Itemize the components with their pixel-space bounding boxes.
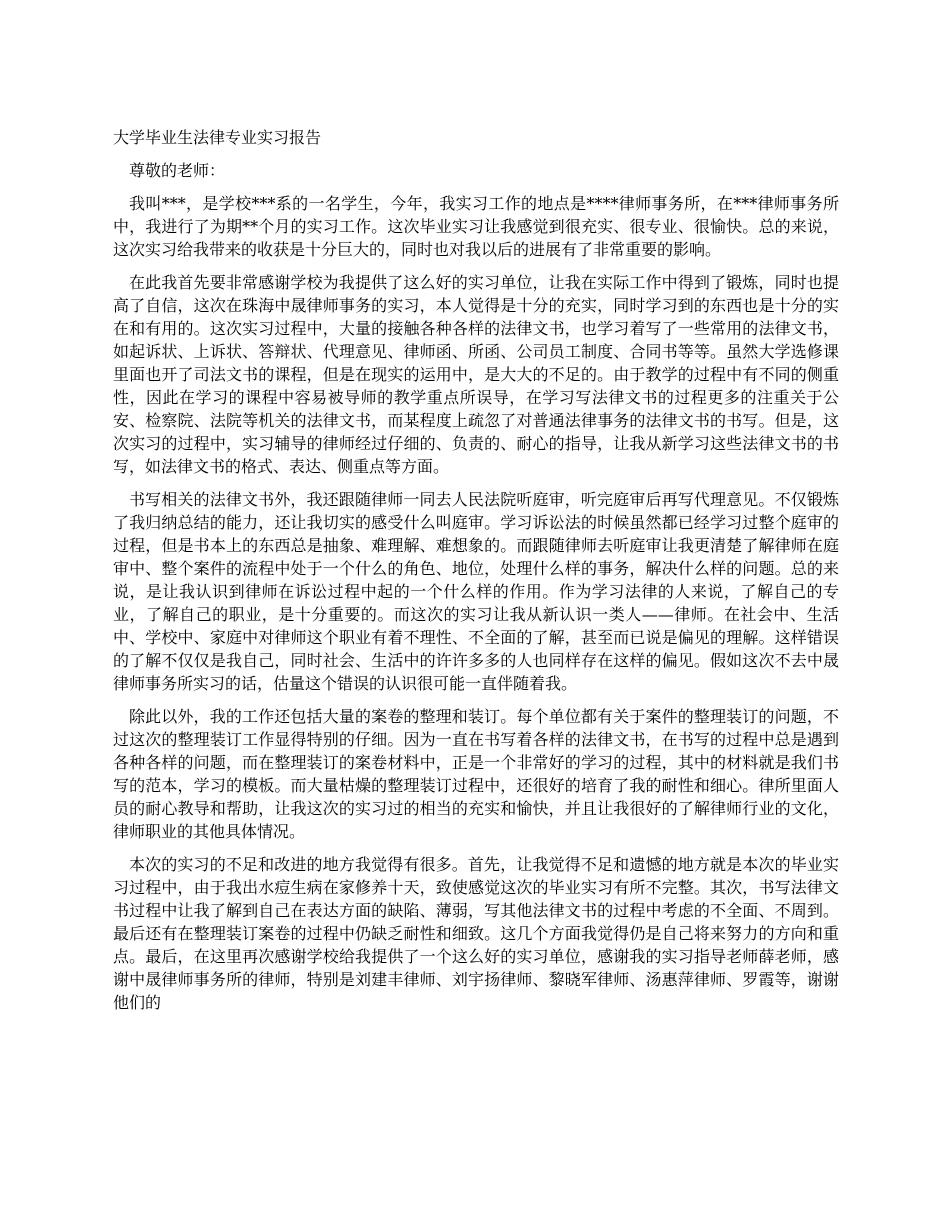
paragraph-file-organization: 除此以外，我的工作还包括大量的案卷的整理和装订。每个单位都有关于案件的整理装订的问题，不过这次的整理装订工作显得特别的仔细。因为一直在书写着各样的法律文书，在书写的过程中总是遇到各种各样的问题，而在整理装订的案卷材料中，正是一个非常好的学习的过程，其中的材料就是我们书写的范本，学习的模板。而大量枯燥的整理装订过程中，还很好的培育了我的耐性和细心。律所里面人员的耐心教导和帮助，让我这次的实习过的相当的充实和愉快，并且让我很好的了解律师行业的文化，律师职业的其他具体情况。 (113, 707, 839, 841)
paragraph-court-hearing: 书写相关的法律文书外，我还跟随律师一同去人民法院听庭审，听完庭审后再写代理意见。不仅锻炼了我归纳总结的能力，还让我切实的感受什么叫庭审。学习诉讼法的时候虽然都已经学习过整个庭审的过程，但是书本上的东西总是抽象、难理解、难想象的。而跟随律师去听庭审让我更清楚了解律师在庭审中、整个案件的流程中处于一个什么的角色、地位，处理什么样的事务，解决什么样的问题。总的来说，是让我认识到律师在诉讼过程中起的一个什么样的作用。作为学习法律的人来说，了解自己的专业，了解自己的职业，是十分重要的。而这次的实习让我从新认识一类人——律师。在社会中、生活中、学校中、家庭中对律师这个职业有着不理性、不全面的了解，甚至而已说是偏见的理解。这样错误的了解不仅仅是我自己，同时社会、生活中的许许多多的人也同样存在这样的偏见。假如这次不去中晟律师事务所实习的话，估量这个错误的认识很可能一直伴随着我。 (113, 490, 839, 693)
paragraph-shortcomings: 本次的实习的不足和改进的地方我觉得有很多。首先，让我觉得不足和遗憾的地方就是本次的毕业实习过程中，由于我出水痘生病在家修养十天，致使感觉这次的毕业实习有所不完整。其次，书写法律文书过程中让我了解到自己在表达方面的缺陷、薄弱，写其他法律文书的过程中考虑的不全面、不周到。最后还有在整理装订案卷的过程中仍缺乏耐性和细致。这几个方面我觉得仍是自己将来努力的方向和重点。最后，在这里再次感谢学校给我提供了一个这么好的实习单位，感谢我的实习指导老师薛老师，感谢中晟律师事务所的律师，特别是刘建丰律师、刘宇扬律师、黎晓军律师、汤惠萍律师、罗霞等，谢谢他们的 (113, 855, 839, 1012)
paragraph-intro: 我叫***，是学校***系的一名学生，今年，我实习工作的地点是****律师事务所，在***律师事务所中，我进行了为期**个月的实习工作。这次毕业实习让我感觉到很充实、很专业、很愉快。总的来说，这次实习给我带来的收获是十分巨大的，同时也对我以后的进展有了非常重要的影响。 (113, 194, 839, 259)
salutation: 尊敬的老师： (129, 161, 226, 180)
document-body (113, 126, 839, 1024)
paragraph-thanks-and-learning: 在此我首先要非常感谢学校为我提供了这么好的实习单位，让我在实际工作中得到了锻炼，同时也提高了自信，这次在珠海中晟律师事务的实习，本人觉得是十分的充实，同时学习到的东西也是十分的实在和有用的。这次实习过程中，大量的接触各种各样的法律文书，也学习着写了一些常用的法律文书，如起诉状、上诉状、答辩状、代理意见、律师函、所函、公司员工制度、合同书等等。虽然大学选修课里面也开了司法文书的课程，但是在现实的运用中，是大大的不足的。由于教学的过程中有不同的侧重性，因此在学习的课程中容易被导师的教学重点所误导，在学习写法律文书的过程更多的注重关于公安、检察院、法院等机关的法律文书，而某程度上疏忽了对普通法律事务的法律文书的书写。但是，这次实习的过程中，实习辅导的律师经过仔细的、负责的、耐心的指导，让我从新学习这些法律文书的书写，如法律文书的格式、表达、侧重点等方面。 (113, 273, 839, 476)
document-title: 大学毕业生法律专业实习报告 (113, 128, 322, 147)
